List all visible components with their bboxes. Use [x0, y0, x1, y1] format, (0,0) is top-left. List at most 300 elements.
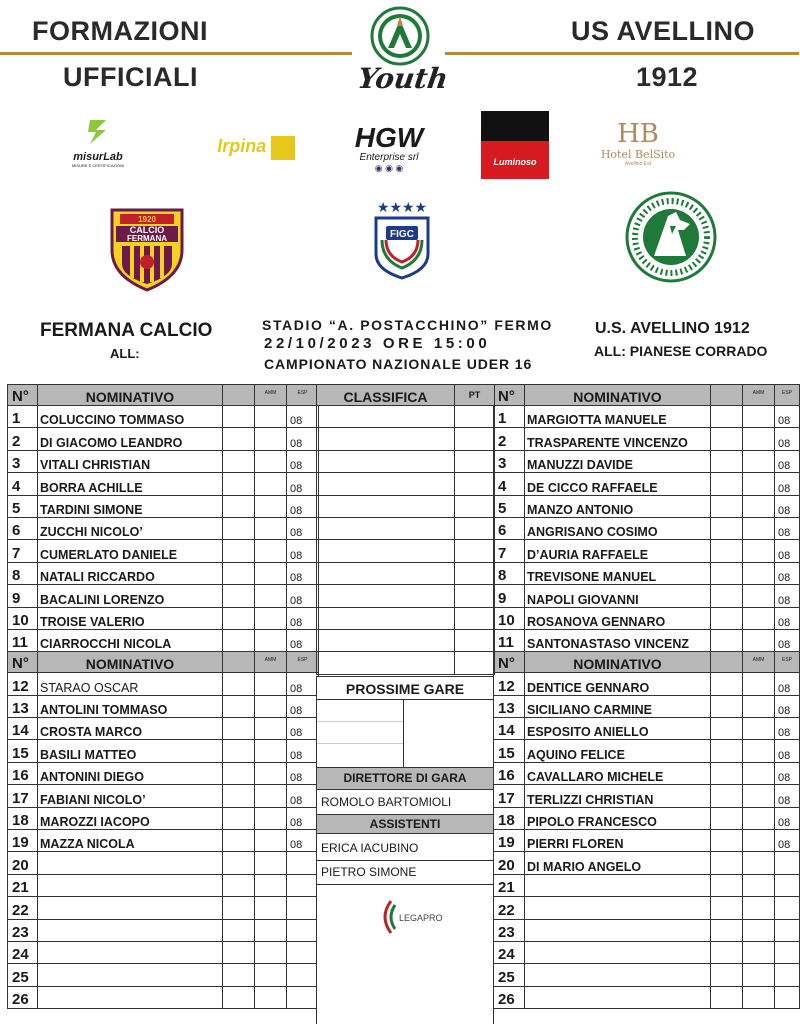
player-amm-cell: [255, 986, 287, 1008]
table-row: [494, 540, 800, 562]
table-row: [494, 517, 800, 539]
player-esp-cell: 08: [287, 585, 319, 607]
table-row: [8, 540, 319, 562]
player-esp-cell: 08: [775, 740, 800, 762]
table-row: [8, 585, 319, 607]
player-esp-cell: 08: [775, 473, 800, 495]
match-datetime: 22/10/2023 ORE 15:00: [264, 335, 491, 352]
player-amm-cell: [743, 740, 775, 762]
referee-title: DIRETTORE DI GARA: [317, 768, 493, 790]
classifica-team-cell: [317, 495, 455, 517]
sponsor-irpina-logo: [210, 136, 302, 168]
player-number: 23: [8, 919, 38, 941]
sponsor-hgw-logo: [348, 124, 430, 174]
player-number: 24: [494, 941, 525, 963]
player-amm-cell: [743, 830, 775, 852]
table-row: [8, 450, 319, 472]
player-name: FABIANI NICOLO’: [38, 785, 223, 807]
home-subs-col-name: NOMINATIVO: [38, 652, 223, 673]
classifica-team-cell: [317, 562, 455, 584]
player-name: ZUCCHI NICOLO’: [38, 517, 223, 539]
player-amm-cell: [255, 897, 287, 919]
table-row: [8, 695, 319, 717]
sponsor-belsito-sub: Avellino Est: [624, 161, 652, 167]
player-extra-cell: [711, 919, 743, 941]
player-name: DENTICE GENNARO: [525, 673, 711, 695]
player-number: 20: [8, 852, 38, 874]
table-row: [8, 473, 319, 495]
classifica-team-cell: [317, 652, 455, 674]
player-name: [38, 852, 223, 874]
table-row: [494, 762, 800, 784]
irpina-square-icon: [271, 136, 295, 160]
player-number: 19: [8, 830, 38, 852]
player-name: BORRA ACHILLE: [38, 473, 223, 495]
player-name: MAROZZI IACOPO: [38, 807, 223, 829]
table-row: [494, 807, 800, 829]
player-number: 11: [8, 629, 38, 651]
home-starters-col-esp: ESP: [287, 385, 319, 406]
player-extra-cell: [711, 964, 743, 986]
player-esp-cell: [775, 919, 800, 941]
player-name: [38, 897, 223, 919]
player-esp-cell: 08: [287, 428, 319, 450]
classifica-pt-cell: [455, 585, 495, 607]
table-row: [494, 673, 800, 695]
table-row: [8, 562, 319, 584]
classifica-pt-cell: [455, 495, 495, 517]
sponsor-irpina-name: Irpina: [217, 136, 267, 157]
classifica-pt-cell: [455, 607, 495, 629]
table-row: [494, 495, 800, 517]
player-number: 5: [8, 495, 38, 517]
player-number: 13: [8, 695, 38, 717]
player-extra-cell: [711, 874, 743, 896]
classifica-row: [317, 607, 495, 629]
player-extra-cell: [711, 629, 743, 651]
player-amm-cell: [743, 406, 775, 428]
classifica-row: [317, 585, 495, 607]
header-left-line1: FORMAZIONI: [32, 16, 208, 46]
player-name: [38, 919, 223, 941]
table-row: [494, 919, 800, 941]
player-esp-cell: 08: [287, 540, 319, 562]
player-esp-cell: 08: [775, 807, 800, 829]
sponsor-hgw-sub: Enterprise srl: [359, 152, 419, 163]
player-number: 17: [8, 785, 38, 807]
table-row: [494, 874, 800, 896]
sponsor-misurlab-logo: [58, 116, 138, 168]
player-extra-cell: [711, 941, 743, 963]
table-row: [494, 695, 800, 717]
player-name: D’AURIA RAFFAELE: [525, 540, 711, 562]
table-row: [8, 718, 319, 740]
player-number: 12: [494, 673, 525, 695]
player-esp-cell: 08: [287, 607, 319, 629]
table-row: [8, 495, 319, 517]
player-number: 25: [8, 964, 38, 986]
table-row: [494, 406, 800, 428]
assistant-divider: [317, 860, 493, 861]
player-number: 12: [8, 673, 38, 695]
player-extra-cell: [711, 517, 743, 539]
player-esp-cell: 08: [775, 785, 800, 807]
table-row: [494, 629, 800, 651]
away-starters-col-name: NOMINATIVO: [525, 385, 711, 406]
away-starters-col-num: N°: [494, 385, 525, 406]
sponsor-belsito-logo: [590, 120, 686, 167]
player-amm-cell: [255, 406, 287, 428]
player-number: 13: [494, 695, 525, 717]
classifica-row: [317, 450, 495, 472]
table-row: [494, 585, 800, 607]
player-amm-cell: [743, 718, 775, 740]
player-extra-cell: [711, 762, 743, 784]
player-esp-cell: 08: [775, 406, 800, 428]
player-esp-cell: 08: [287, 695, 319, 717]
player-number: 5: [494, 495, 525, 517]
player-name: MANZO ANTONIO: [525, 495, 711, 517]
away-subs-col-blank: [711, 652, 743, 673]
table-row: [494, 785, 800, 807]
home-starters-header-row: [8, 385, 319, 406]
legapro-logo: [377, 897, 443, 937]
player-esp-cell: 08: [287, 673, 319, 695]
player-name: ESPOSITO ANIELLO: [525, 718, 711, 740]
player-esp-cell: 08: [287, 495, 319, 517]
player-name: TREVISONE MANUEL: [525, 562, 711, 584]
away-starters-col-esp: ESP: [775, 385, 800, 406]
player-extra-cell: [711, 852, 743, 874]
player-esp-cell: [287, 919, 319, 941]
classifica-row: [317, 629, 495, 651]
player-name: [525, 941, 711, 963]
table-row: [8, 941, 319, 963]
table-row: [494, 852, 800, 874]
classifica-team-cell: [317, 406, 455, 428]
player-number: 8: [494, 562, 525, 584]
player-extra-cell: [223, 919, 255, 941]
away-subs-col-amm: AMM: [743, 652, 775, 673]
player-esp-cell: [287, 852, 319, 874]
player-extra-cell: [223, 852, 255, 874]
home-subs-col-amm: AMM: [255, 652, 287, 673]
player-extra-cell: [223, 785, 255, 807]
player-esp-cell: [775, 986, 800, 1008]
home-starters-col-num: N°: [8, 385, 38, 406]
player-esp-cell: [775, 941, 800, 963]
player-esp-cell: 08: [287, 740, 319, 762]
table-row: [494, 473, 800, 495]
player-esp-cell: 08: [775, 428, 800, 450]
player-amm-cell: [255, 607, 287, 629]
table-row: [8, 740, 319, 762]
avellino-youth-logo: [370, 6, 430, 66]
player-name: [525, 986, 711, 1008]
player-name: ANGRISANO COSIMO: [525, 517, 711, 539]
player-extra-cell: [223, 607, 255, 629]
classifica-row: [317, 406, 495, 428]
player-number: 7: [494, 540, 525, 562]
player-esp-cell: 08: [775, 495, 800, 517]
player-extra-cell: [711, 607, 743, 629]
player-amm-cell: [743, 585, 775, 607]
player-number: 1: [8, 406, 38, 428]
player-extra-cell: [711, 785, 743, 807]
table-row: [494, 450, 800, 472]
classifica-team-cell: [317, 473, 455, 495]
player-name: TRASPARENTE VINCENZO: [525, 428, 711, 450]
classifica-team-cell: [317, 540, 455, 562]
player-number: 15: [494, 740, 525, 762]
player-esp-cell: 08: [775, 762, 800, 784]
player-extra-cell: [711, 695, 743, 717]
table-row: [8, 874, 319, 896]
classifica-pt-cell: [455, 517, 495, 539]
player-name: [38, 986, 223, 1008]
player-extra-cell: [223, 830, 255, 852]
table-row: [8, 673, 319, 695]
assistants-title: ASSISTENTI: [317, 814, 493, 834]
classifica-table: [316, 384, 495, 675]
player-esp-cell: [287, 964, 319, 986]
next-games-divider: [317, 699, 493, 700]
player-extra-cell: [711, 718, 743, 740]
player-name: VITALI CHRISTIAN: [38, 450, 223, 472]
table-row: [494, 941, 800, 963]
stadium-label: STADIO “A. POSTACCHINO” FERMO: [262, 317, 553, 333]
player-number: 16: [494, 762, 525, 784]
player-amm-cell: [255, 785, 287, 807]
player-number: 6: [494, 517, 525, 539]
player-amm-cell: [255, 428, 287, 450]
player-amm-cell: [743, 874, 775, 896]
misurlab-icon: [86, 116, 110, 146]
avellino-crest: [624, 190, 718, 284]
away-subs-col-name: NOMINATIVO: [525, 652, 711, 673]
home-starters-col-blank: [223, 385, 255, 406]
player-name: NATALI RICCARDO: [38, 562, 223, 584]
classifica-pt-cell: [455, 540, 495, 562]
classifica-pt-cell: [455, 473, 495, 495]
table-row: [8, 607, 319, 629]
header-right-rule: [445, 52, 799, 55]
player-amm-cell: [743, 941, 775, 963]
classifica-row: [317, 517, 495, 539]
assistant-2: PIETRO SIMONE: [321, 865, 417, 879]
table-row: [494, 897, 800, 919]
player-amm-cell: [255, 695, 287, 717]
table-row: [8, 897, 319, 919]
player-name: TARDINI SIMONE: [38, 495, 223, 517]
player-extra-cell: [223, 740, 255, 762]
player-extra-cell: [223, 406, 255, 428]
table-row: [8, 919, 319, 941]
player-amm-cell: [743, 450, 775, 472]
player-esp-cell: 08: [287, 450, 319, 472]
player-extra-cell: [223, 807, 255, 829]
player-extra-cell: [223, 585, 255, 607]
player-amm-cell: [743, 562, 775, 584]
table-row: [8, 428, 319, 450]
player-extra-cell: [223, 540, 255, 562]
header-left-line2: UFFICIALI: [63, 62, 198, 92]
player-amm-cell: [743, 762, 775, 784]
table-row: [494, 718, 800, 740]
figc-crest: [368, 196, 436, 280]
player-esp-cell: 08: [287, 830, 319, 852]
table-row: [8, 629, 319, 651]
player-amm-cell: [255, 740, 287, 762]
player-amm-cell: [743, 540, 775, 562]
player-amm-cell: [743, 607, 775, 629]
player-esp-cell: [775, 852, 800, 874]
player-number: 2: [494, 428, 525, 450]
player-name: MARGIOTTA MANUELE: [525, 406, 711, 428]
home-subs-col-blank: [223, 652, 255, 673]
table-row: [8, 830, 319, 852]
player-name: TROISE VALERIO: [38, 607, 223, 629]
classifica-pt-cell: [455, 406, 495, 428]
player-extra-cell: [223, 562, 255, 584]
player-number: 3: [494, 450, 525, 472]
player-number: 9: [494, 585, 525, 607]
player-amm-cell: [255, 585, 287, 607]
player-extra-cell: [223, 718, 255, 740]
player-amm-cell: [255, 473, 287, 495]
player-number: 22: [8, 897, 38, 919]
player-name: CROSTA MARCO: [38, 718, 223, 740]
player-name: TERLIZZI CHRISTIAN: [525, 785, 711, 807]
player-amm-cell: [255, 517, 287, 539]
player-amm-cell: [255, 830, 287, 852]
classifica-pt-cell: [455, 562, 495, 584]
player-number: 23: [494, 919, 525, 941]
player-amm-cell: [255, 964, 287, 986]
player-esp-cell: 08: [775, 607, 800, 629]
player-esp-cell: 08: [775, 673, 800, 695]
player-name: [525, 919, 711, 941]
player-amm-cell: [255, 495, 287, 517]
player-number: 22: [494, 897, 525, 919]
table-row: [8, 406, 319, 428]
table-row: [494, 607, 800, 629]
player-amm-cell: [255, 852, 287, 874]
player-extra-cell: [711, 562, 743, 584]
table-row: [8, 762, 319, 784]
player-name: [38, 964, 223, 986]
classifica-pt-cell: [455, 450, 495, 472]
player-extra-cell: [223, 473, 255, 495]
home-subs-col-num: N°: [8, 652, 38, 673]
away-starters-col-blank: [711, 385, 743, 406]
player-number: 26: [494, 986, 525, 1008]
player-number: 2: [8, 428, 38, 450]
table-row: [494, 562, 800, 584]
player-extra-cell: [711, 495, 743, 517]
home-lineup-table: [7, 384, 319, 1009]
player-extra-cell: [223, 964, 255, 986]
player-amm-cell: [255, 874, 287, 896]
player-esp-cell: [287, 874, 319, 896]
player-name: [38, 874, 223, 896]
player-esp-cell: 08: [287, 807, 319, 829]
classifica-team-cell: [317, 428, 455, 450]
away-starters-col-amm: AMM: [743, 385, 775, 406]
player-esp-cell: [775, 874, 800, 896]
player-amm-cell: [743, 964, 775, 986]
player-amm-cell: [743, 919, 775, 941]
classifica-team-cell: [317, 517, 455, 539]
player-amm-cell: [743, 807, 775, 829]
player-extra-cell: [711, 897, 743, 919]
player-number: 21: [494, 874, 525, 896]
player-number: 19: [494, 830, 525, 852]
player-amm-cell: [255, 718, 287, 740]
player-extra-cell: [711, 406, 743, 428]
player-name: STARAO OSCAR: [38, 673, 223, 695]
away-lineup-table: [493, 384, 800, 1009]
player-amm-cell: [255, 562, 287, 584]
away-subs-col-num: N°: [494, 652, 525, 673]
classifica-row: [317, 495, 495, 517]
classifica-header: CLASSIFICA: [317, 385, 455, 406]
player-esp-cell: 08: [775, 629, 800, 651]
player-name: COLUCCINO TOMMASO: [38, 406, 223, 428]
figc-stars-icon: ★★★★: [376, 199, 428, 215]
player-esp-cell: [287, 897, 319, 919]
player-amm-cell: [743, 517, 775, 539]
sponsor-luminoso-name: Luminoso: [493, 157, 537, 167]
player-name: DE CICCO RAFFAELE: [525, 473, 711, 495]
table-row: [8, 964, 319, 986]
player-esp-cell: [775, 897, 800, 919]
home-subs-col-esp: ESP: [287, 652, 319, 673]
player-number: 17: [494, 785, 525, 807]
player-number: 18: [8, 807, 38, 829]
player-name: MANUZZI DAVIDE: [525, 450, 711, 472]
referee-name: ROMOLO BARTOMIOLI: [321, 795, 452, 809]
away-team-name: U.S. AVELLINO 1912: [595, 320, 750, 337]
player-esp-cell: 08: [287, 718, 319, 740]
player-name: [525, 897, 711, 919]
classifica-row: [317, 428, 495, 450]
player-esp-cell: 08: [775, 517, 800, 539]
next-games-mid2: [317, 743, 403, 744]
player-extra-cell: [223, 897, 255, 919]
player-amm-cell: [255, 919, 287, 941]
player-amm-cell: [743, 695, 775, 717]
player-number: 16: [8, 762, 38, 784]
classifica-pt-cell: [455, 629, 495, 651]
player-extra-cell: [223, 517, 255, 539]
player-esp-cell: 08: [775, 562, 800, 584]
player-esp-cell: 08: [775, 718, 800, 740]
player-name: PIERRI FLOREN: [525, 830, 711, 852]
assistant-1: ERICA IACUBINO: [321, 841, 419, 855]
player-extra-cell: [223, 874, 255, 896]
table-row: [494, 830, 800, 852]
player-amm-cell: [743, 852, 775, 874]
player-extra-cell: [223, 986, 255, 1008]
player-extra-cell: [711, 450, 743, 472]
table-row: [8, 785, 319, 807]
player-name: ANTOLINI TOMMASO: [38, 695, 223, 717]
home-starters-col-amm: AMM: [255, 385, 287, 406]
classifica-team-cell: [317, 450, 455, 472]
player-amm-cell: [743, 986, 775, 1008]
player-number: 10: [8, 607, 38, 629]
